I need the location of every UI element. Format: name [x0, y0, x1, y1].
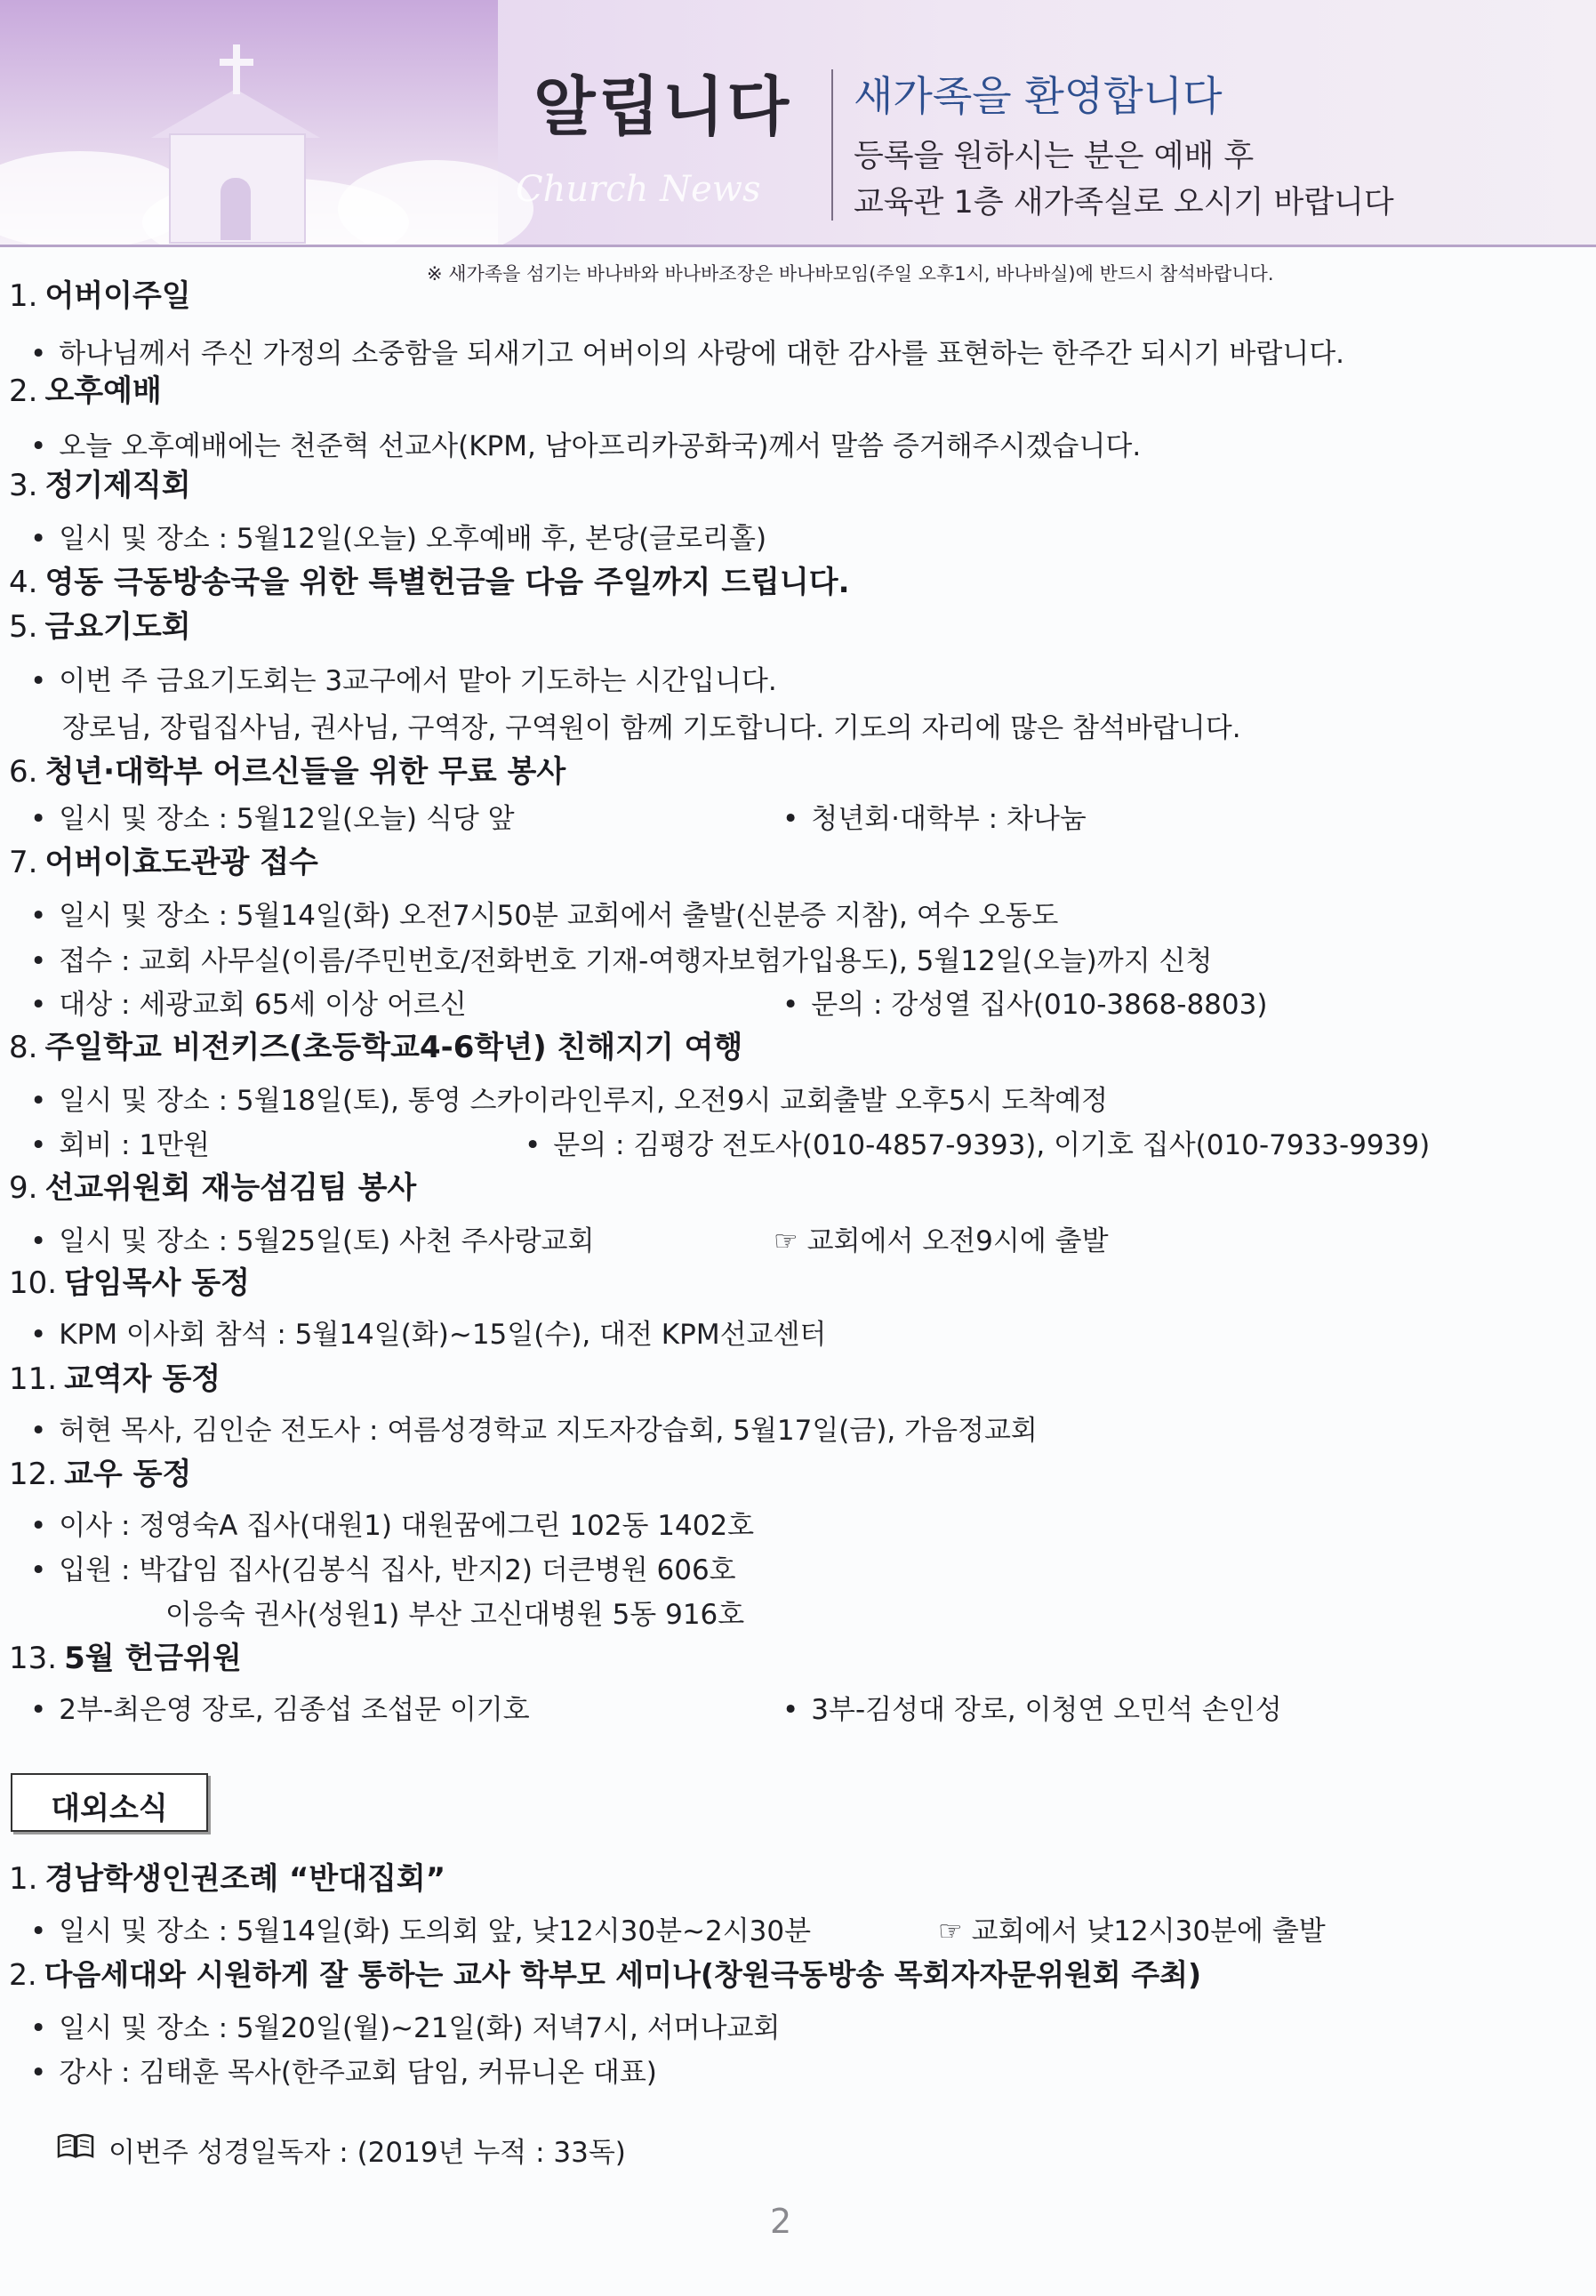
- list-item: 이응숙 권사(성원1) 부산 고신대병원 5동 916호: [165, 1599, 745, 1631]
- church-news-subtitle: Church News: [516, 169, 761, 210]
- list-item: • 일시 및 장소 : 5월14일(화) 오전7시50분 교회에서 출발(신분증 지참), 여수 오동도: [30, 900, 1059, 932]
- list-item: • 일시 및 장소 : 5월25일(토) 사천 주사랑교회: [30, 1225, 595, 1257]
- bible-icon: [57, 2132, 94, 2159]
- list-item: • 오늘 오후예배에는 천준혁 선교사(KPM, 남아프리카공화국)께서 말씀 증거해주시겠습니다.: [30, 430, 1142, 462]
- list-item: ☞ 교회에서 오전9시에 출발: [774, 1225, 1109, 1257]
- list-item: 장로님, 장립집사님, 권사님, 구역장, 구역원이 함께 기도합니다. 기도의 자리에 많은 참석바랍니다.: [62, 712, 1241, 744]
- list-item: • 하나님께서 주신 가정의 소중함을 되새기고 어버이의 사랑에 대한 감사를 표현하는 한주간 되시기 바랍니다.: [30, 338, 1345, 370]
- section-4: 4. 영동 극동방송국을 위한 특별헌금을 다음 주일까지 드립니다.: [9, 565, 850, 600]
- list-item: • 문의 : 강성열 집사(010-3868-8803): [782, 989, 1268, 1021]
- list-item: • KPM 이사회 참석 : 5월14일(화)~15일(수), 대전 KPM선교센터: [30, 1319, 827, 1351]
- list-item: • 일시 및 장소 : 5월12일(오늘) 오후예배 후, 본당(글로리홀): [30, 523, 767, 555]
- list-item: • 허현 목사, 김인순 전도사 : 여름성경학교 지도자강습회, 5월17일(금), 가음정교회: [30, 1415, 1038, 1447]
- list-item: • 청년회·대학부 : 차나눔: [782, 803, 1087, 835]
- list-item: • 일시 및 장소 : 5월14일(화) 도의회 앞, 낮12시30분~2시30분: [30, 1915, 812, 1947]
- bible-reading: 이번주 성경일독자 : (2019년 누적 : 33독): [108, 2137, 626, 2169]
- list-item: • 일시 및 장소 : 5월20일(월)~21일(화) 저녁7시, 서머나교회: [30, 2012, 781, 2044]
- section-13: 13. 5월 헌금위원: [9, 1641, 242, 1676]
- section-7: 7. 어버이효도관광 접수: [9, 845, 318, 880]
- list-item: • 강사 : 김태훈 목사(한주교회 담임, 커뮤니온 대표): [30, 2057, 657, 2089]
- list-item: • 접수 : 교회 사무실(이름/주민번호/전화번호 기재-여행자보험가입용도), 5월12일(오늘)까지 신청: [30, 945, 1213, 977]
- external-section-1: 1. 경남학생인권조례 “반대집회”: [9, 1861, 446, 1897]
- list-item: • 입원 : 박갑임 집사(김봉식 집사, 반지2) 더큰병원 606호: [30, 1554, 736, 1586]
- list-item: • 2부-최은영 장로, 김종섭 조섭문 이기호: [30, 1694, 530, 1726]
- chapel-illustration: [0, 0, 498, 245]
- list-item: • 회비 : 1만원: [30, 1129, 210, 1161]
- barnabas-note: ※ 새가족을 섬기는 바나바와 바나바조장은 바나바모임(주일 오후1시, 바나바실)에 반드시 참석바랍니다.: [427, 263, 1274, 285]
- list-item: • 대상 : 세광교회 65세 이상 어르신: [30, 989, 467, 1021]
- list-item: • 이사 : 정영숙A 집사(대원1) 대원꿈에그린 102동 1402호: [30, 1510, 755, 1542]
- section-5: 5. 금요기도회: [9, 609, 191, 645]
- welcome-title: 새가족을 환영합니다: [854, 72, 1223, 120]
- page-number: 2: [770, 2202, 792, 2241]
- list-item: • 일시 및 장소 : 5월12일(오늘) 식당 앞: [30, 803, 515, 835]
- list-item: • 일시 및 장소 : 5월18일(토), 통영 스카이라인루지, 오전9시 교회출발 오후5시 도착예정: [30, 1085, 1109, 1117]
- section-8: 8. 주일학교 비전키즈(초등학교4-6학년) 친해지기 여행: [9, 1030, 743, 1065]
- header-divider: [831, 69, 833, 221]
- section-9: 9. 선교위원회 재능섬김팀 봉사: [9, 1170, 417, 1206]
- external-news-label: 대외소식: [11, 1773, 208, 1832]
- list-item: • 3부-김성대 장로, 이청연 오민석 손인성: [782, 1694, 1282, 1726]
- header-banner: [0, 0, 1596, 247]
- external-section-2: 2. 다음세대와 시원하게 잘 통하는 교사 학부모 세미나(창원극동방송 목회자자문위원회 주최): [9, 1957, 1202, 1992]
- section-10: 10. 담임목사 동정: [9, 1265, 250, 1301]
- section-2: 2. 오후예배: [9, 373, 162, 409]
- section-3: 3. 정기제직회: [9, 468, 191, 503]
- section-1: 1. 어버이주일: [9, 278, 191, 314]
- section-6: 6. 청년·대학부 어르신들을 위한 무료 봉사: [9, 754, 566, 790]
- page-title: 알립니다: [533, 69, 792, 144]
- section-11: 11. 교역자 동정: [9, 1361, 221, 1397]
- welcome-line-1: 등록을 원하시는 분은 예배 후: [854, 139, 1255, 174]
- section-12: 12. 교우 동정: [9, 1457, 192, 1492]
- list-item: • 문의 : 김평강 전도사(010-4857-9393), 이기호 집사(010-7933-9939): [525, 1129, 1431, 1161]
- welcome-line-2: 교육관 1층 새가족실로 오시기 바랍니다: [854, 185, 1394, 221]
- list-item: • 이번 주 금요기도회는 3교구에서 맡아 기도하는 시간입니다.: [30, 665, 777, 697]
- list-item: ☞ 교회에서 낮12시30분에 출발: [938, 1915, 1326, 1947]
